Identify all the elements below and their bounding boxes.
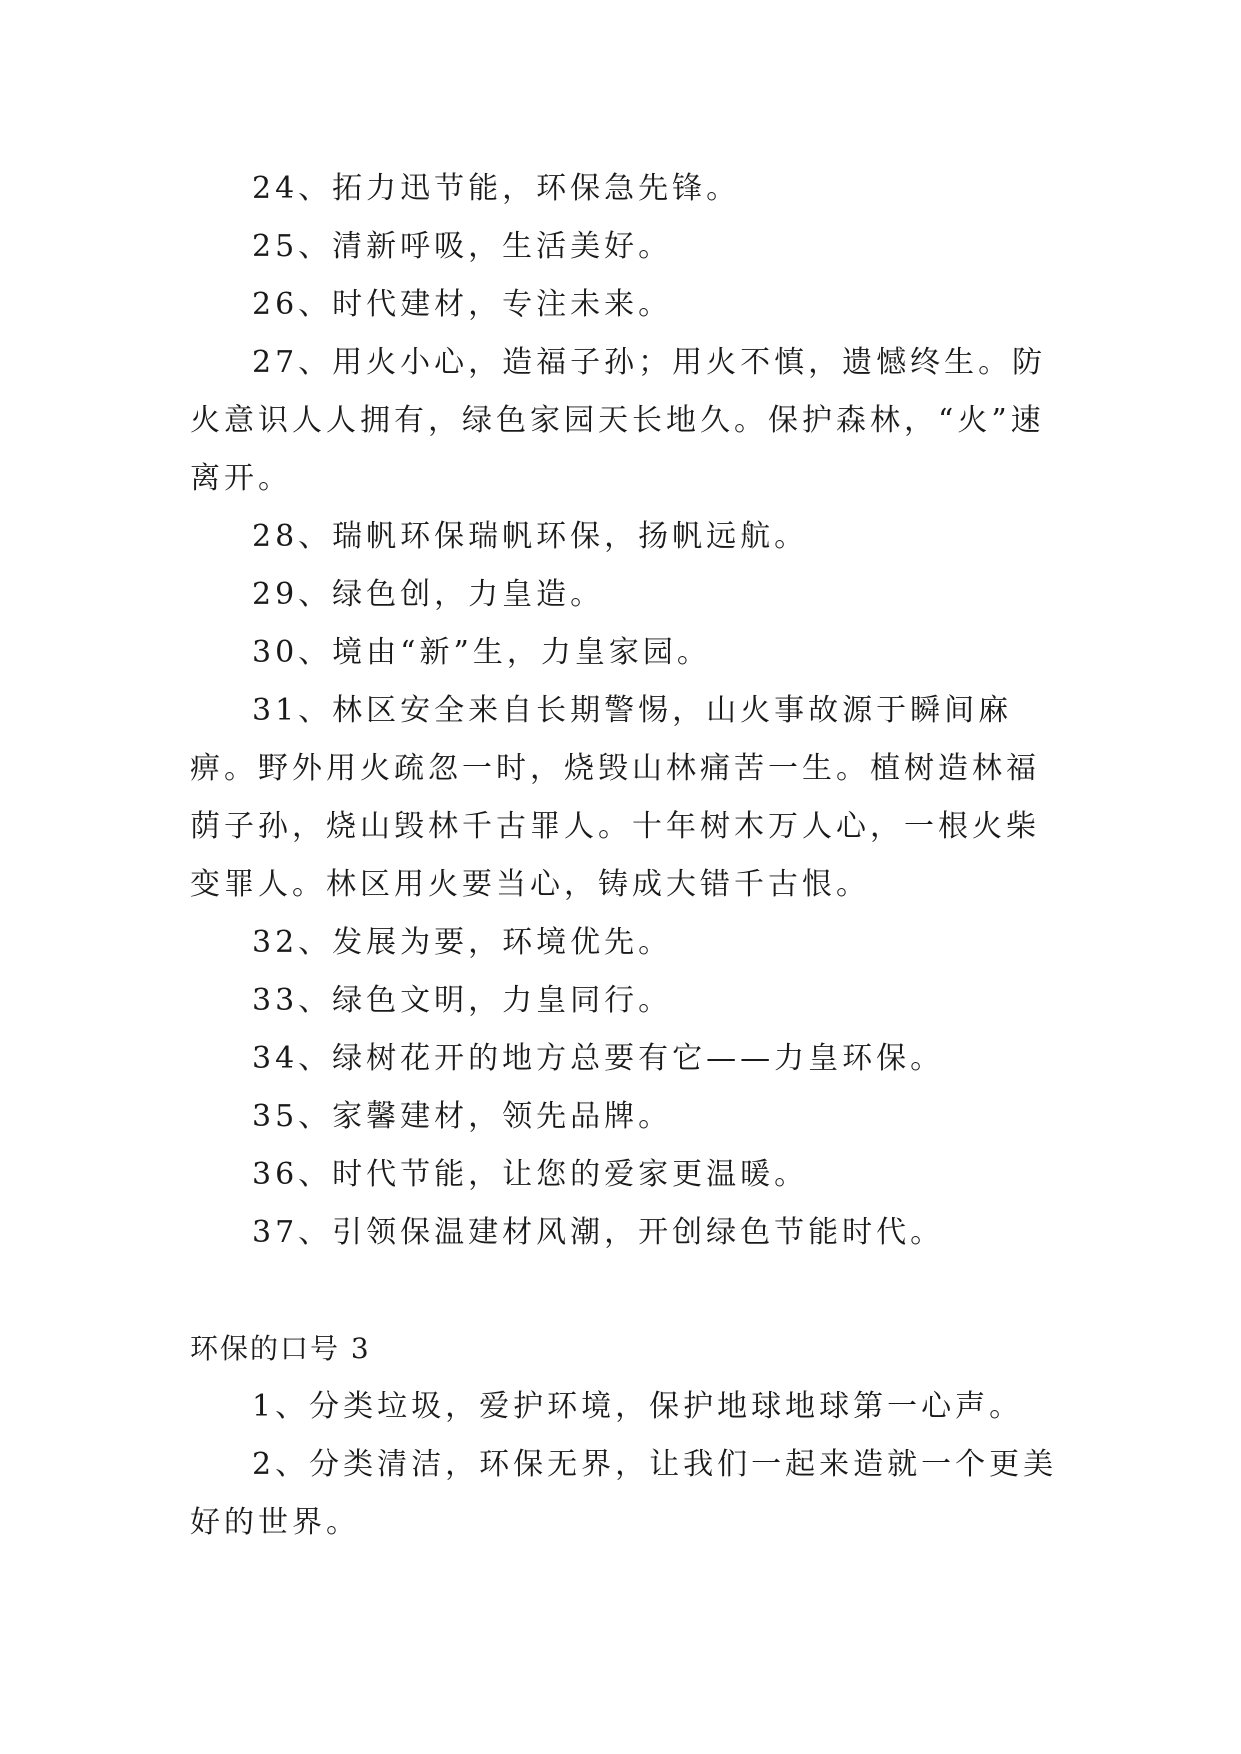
slogan-item: 29、绿色创，力皇造。 <box>252 577 605 612</box>
slogan-item: 2、分类清洁，环保无界，让我们一起来造就一个更美好的世界。 <box>190 1447 1058 1540</box>
slogan-item: 33、绿色文明，力皇同行。 <box>252 983 673 1018</box>
slogan-item: 25、清新呼吸，生活美好。 <box>252 229 673 264</box>
slogan-item: 28、瑞帆环保瑞帆环保，扬帆远航。 <box>252 519 809 554</box>
section-heading: 环保的口号 3 <box>190 1332 371 1365</box>
slogan-item: 32、发展为要，环境优先。 <box>252 925 673 960</box>
slogan-item: 37、引领保温建材风潮，开创绿色节能时代。 <box>252 1215 945 1250</box>
slogan-item: 26、时代建材，专注未来。 <box>252 287 673 322</box>
slogan-item: 27、用火小心，造福子孙；用火不慎，遗憾终生。防火意识人人拥有，绿色家园天长地久。保护森林，“火”速离开。 <box>190 345 1047 496</box>
slogan-item: 35、家馨建材，领先品牌。 <box>252 1099 673 1134</box>
section-spacer <box>190 1262 1070 1320</box>
slogan-item: 1、分类垃圾，爱护环境，保护地球地球第一心声。 <box>252 1389 1024 1424</box>
slogan-item: 31、林区安全来自长期警惕，山火事故源于瞬间麻痹。野外用火疏忽一时，烧毁山林痛苦一生。植树造林福荫子孙，烧山毁林千古罪人。十年树木万人心，一根火柴变罪人。林区用火要当心，铸成大错千古恨。 <box>190 693 1040 902</box>
document-body <box>190 160 1070 1552</box>
slogan-item: 34、绿树花开的地方总要有它——力皇环保。 <box>252 1041 945 1076</box>
slogan-item: 30、境由“新”生，力皇家园。 <box>252 635 711 670</box>
slogan-item: 36、时代节能，让您的爱家更温暖。 <box>252 1157 809 1192</box>
slogan-item: 24、拓力迅节能，环保急先锋。 <box>252 171 741 206</box>
